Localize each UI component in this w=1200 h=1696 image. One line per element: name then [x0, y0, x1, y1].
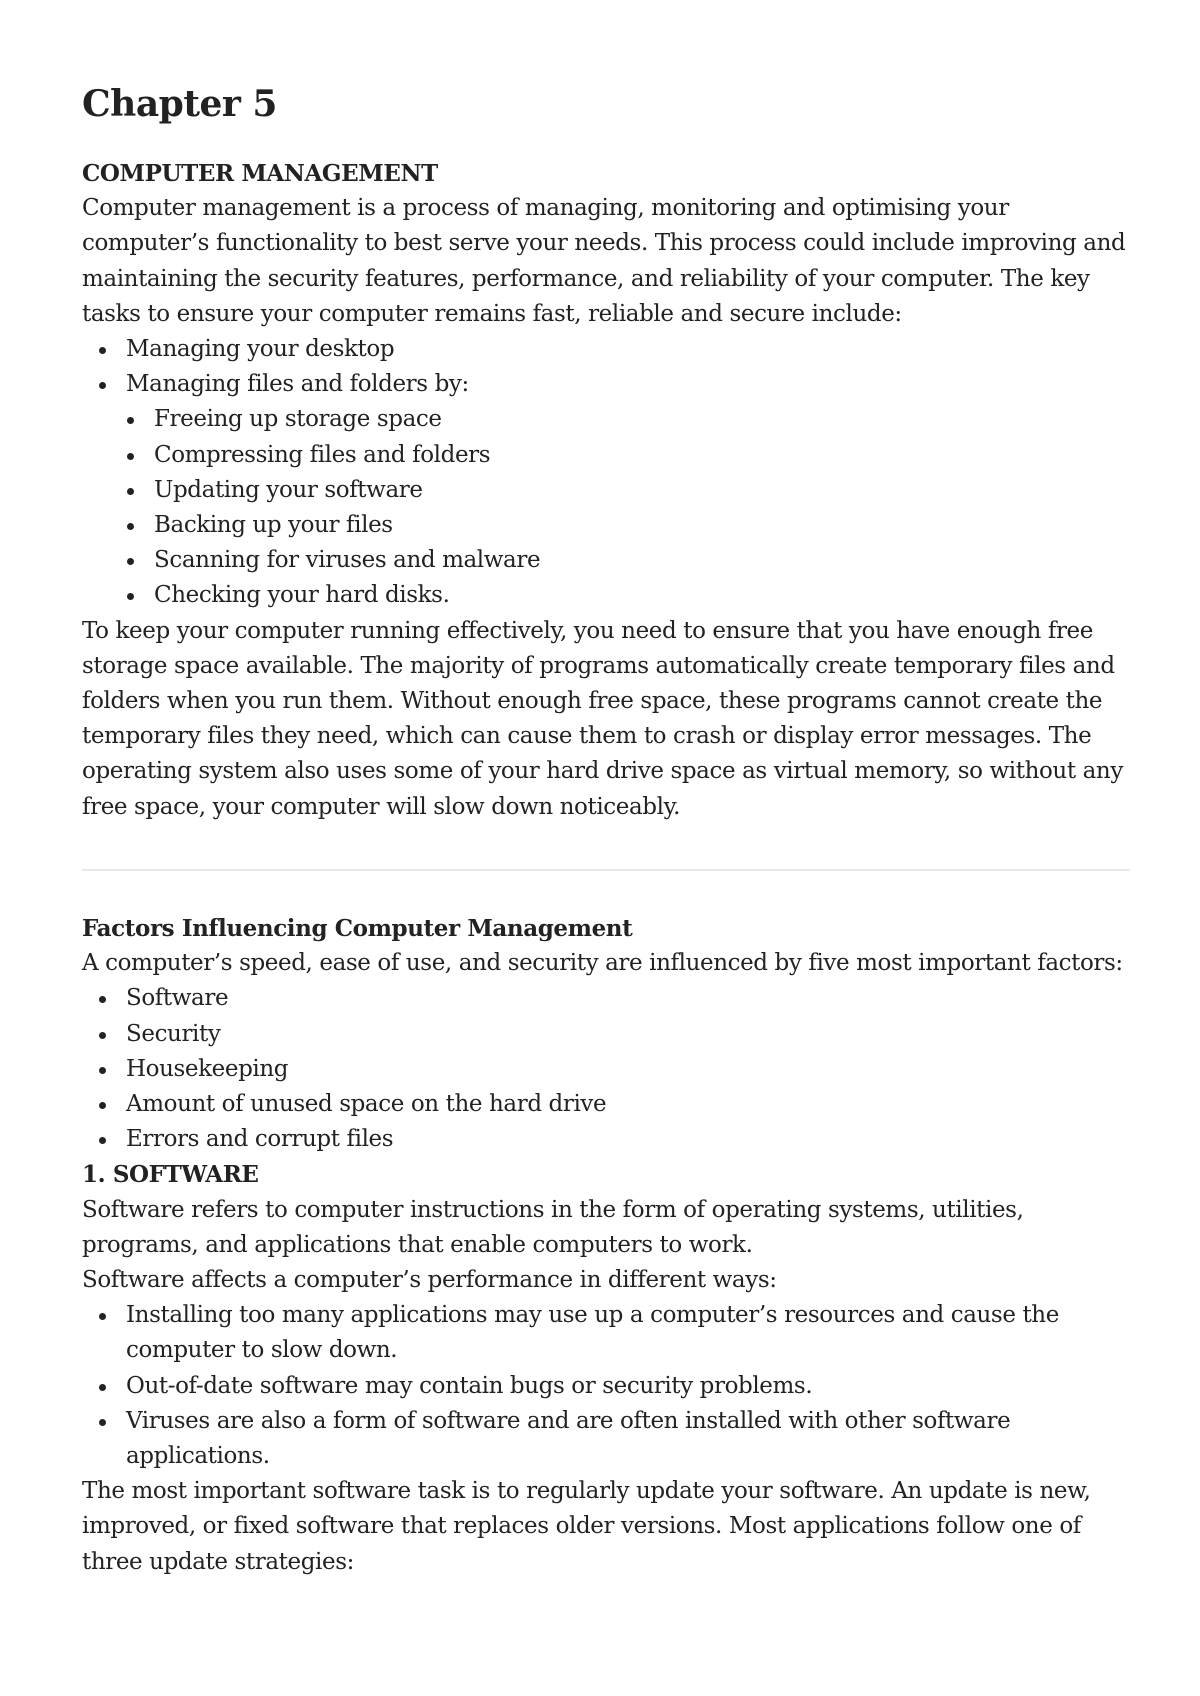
update-paragraph: The most important software task is to regularly update your software. An update is new, improved, or fixed software that replaces older versions. Most applications follow one of three update strategies: — [82, 1478, 1091, 1575]
section-heading: COMPUTER MANAGEMENT — [82, 160, 438, 187]
list-item: Managing your desktop — [82, 332, 1132, 367]
storage-paragraph: To keep your computer running effectively, you need to ensure that you have enough free storage space available. The majority of programs automatically create temporary files and folders when you run them. Without enough free space, these programs cannot create the temporary files they need, which can cause them to crash or display error messages. The operating system also uses some of your hard drive space as virtual memory, so without any free space, your computer will slow down noticeably. — [82, 617, 1123, 820]
list-item: Checking your hard disks. — [82, 578, 1132, 613]
key-tasks-list — [82, 332, 1132, 402]
list-item: Viruses are also a form of software and are often installed with other software applications. — [82, 1404, 1132, 1474]
intro-paragraph: Computer management is a process of managing, monitoring and optimising your computer’s functionality to best serve your needs. This process could include improving and maintaining the security features, performance, and reliability of your computer. The key tasks to ensure your computer remains fast, reliable and secure include: — [82, 195, 1126, 327]
section-divider — [82, 869, 1130, 871]
section-heading: Factors Influencing Computer Management — [82, 915, 633, 942]
computer-management-section — [82, 156, 1132, 825]
factors-section — [82, 911, 1132, 1580]
list-item: Freeing up storage space — [82, 402, 1132, 437]
list-item: Backing up your files — [82, 508, 1132, 543]
list-item: Scanning for viruses and malware — [82, 543, 1132, 578]
list-item: Security — [82, 1017, 1132, 1052]
list-item: Errors and corrupt files — [82, 1122, 1132, 1157]
list-item: Compressing files and folders — [82, 438, 1132, 473]
file-tasks-sublist — [82, 402, 1132, 613]
chapter-title: Chapter 5 — [82, 83, 277, 125]
factors-intro-paragraph: A computer’s speed, ease of use, and security are influenced by five most important factors: — [82, 950, 1123, 977]
list-item: Updating your software — [82, 473, 1132, 508]
list-item: Housekeeping — [82, 1052, 1132, 1087]
list-item: Out-of-date software may contain bugs or security problems. — [82, 1369, 1132, 1404]
software-definition: Software refers to computer instructions in the form of operating systems, utilities, programs, and applications that enable computers to work. — [82, 1196, 1024, 1258]
list-item: Amount of unused space on the hard drive — [82, 1087, 1132, 1122]
software-heading: 1. SOFTWARE — [82, 1161, 259, 1189]
factors-list — [82, 981, 1132, 1157]
list-item: Managing files and folders by: — [82, 367, 1132, 402]
list-item: Software — [82, 981, 1132, 1016]
software-effects-intro: Software affects a computer’s performance in different ways: — [82, 1267, 777, 1294]
software-effects-list — [82, 1298, 1132, 1474]
list-item: Installing too many applications may use up a computer’s resources and cause the computer to slow down. — [82, 1298, 1132, 1368]
